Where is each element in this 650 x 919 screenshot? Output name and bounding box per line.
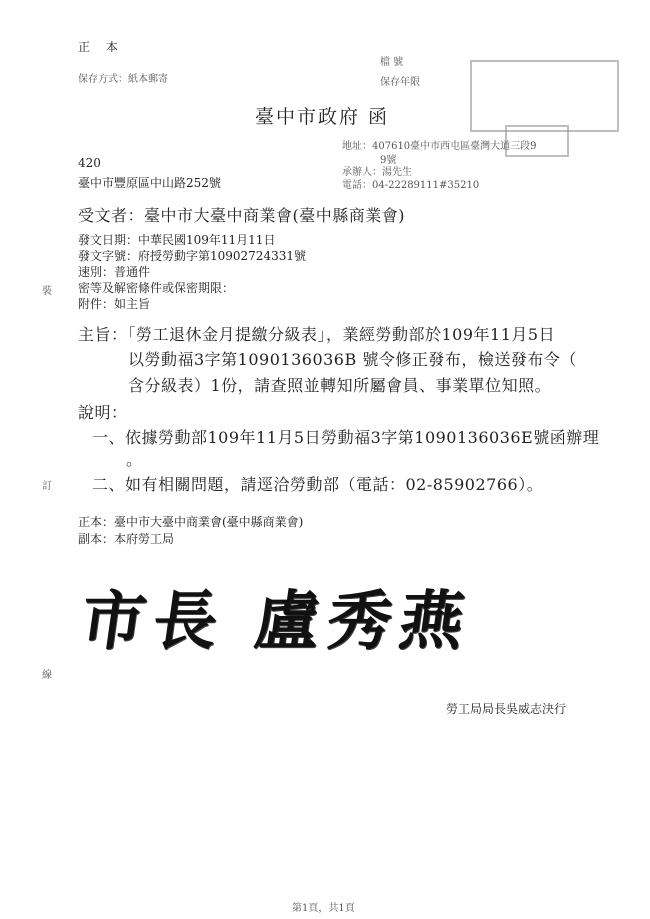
page-footer: 第1頁，共1頁 — [292, 903, 355, 914]
save-method: 保存方式：紙本郵寄 — [78, 74, 168, 85]
secrecy-level: 密等及解密條件或保密期限： — [78, 281, 235, 295]
mayor-signature: 市長 盧秀燕 — [75, 584, 477, 659]
subject-line-3: 含分級表）1份，請查照並轉知所屬會員、事業單位知照。 — [128, 376, 552, 395]
delegation-note: 勞工局局長吳威志決行 — [446, 702, 567, 716]
file-number-label: 檔 號 — [380, 57, 404, 68]
recipient-to: 受文者：臺中市大臺中商業會(臺中縣商業會) — [78, 206, 405, 225]
explanation-heading: 說明： — [78, 403, 128, 422]
sender-address-cont: 9號 — [380, 155, 397, 166]
issue-date: 發文日期：中華民國109年11月11日 — [78, 233, 276, 247]
binding-mark-3: 線 — [42, 670, 52, 681]
document-title: 臺中市政府 函 — [255, 106, 390, 128]
sender-contact: 承辦人：湯先生 — [342, 167, 412, 178]
explanation-item-1-cont: 。 — [126, 450, 143, 469]
binding-mark-1: 裝 — [42, 286, 52, 297]
received-stamp — [470, 60, 619, 132]
document-number: 發文字號：府授勞動字第10902724331號 — [78, 249, 306, 263]
distribution-main: 正本：臺中市大臺中商業會(臺中縣商業會) — [78, 515, 304, 529]
subject-line-2: 以勞動福3字第1090136036B 號令修正發布，檢送發布令（ — [128, 350, 577, 369]
recipient-zip: 420 — [78, 156, 101, 170]
sender-address: 地址：407610臺中市西屯區臺灣大道三段9 — [342, 141, 537, 152]
speed-class: 速別：普通件 — [78, 265, 151, 279]
subject-line-1: 主旨：「勞工退休金月提繳分級表」，業經勞動部於109年11月5日 — [78, 325, 556, 344]
retention-label: 保存年限 — [380, 77, 420, 88]
explanation-item-1: 一、依據勞動部109年11月5日勞動福3字第1090136036E號函辦理 — [92, 428, 600, 447]
sender-phone: 電話：04-22289111#35210 — [342, 180, 480, 191]
recipient-address: 臺中市豐原區中山路252號 — [78, 176, 221, 190]
copy-type: 正 本 — [78, 40, 124, 54]
binding-mark-2: 訂 — [42, 481, 52, 492]
explanation-item-2: 二、如有相關問題，請逕洽勞動部（電話：02-85902766）。 — [92, 475, 544, 494]
distribution-copy: 副本：本府勞工局 — [78, 532, 175, 546]
attachment: 附件：如主旨 — [78, 297, 151, 311]
